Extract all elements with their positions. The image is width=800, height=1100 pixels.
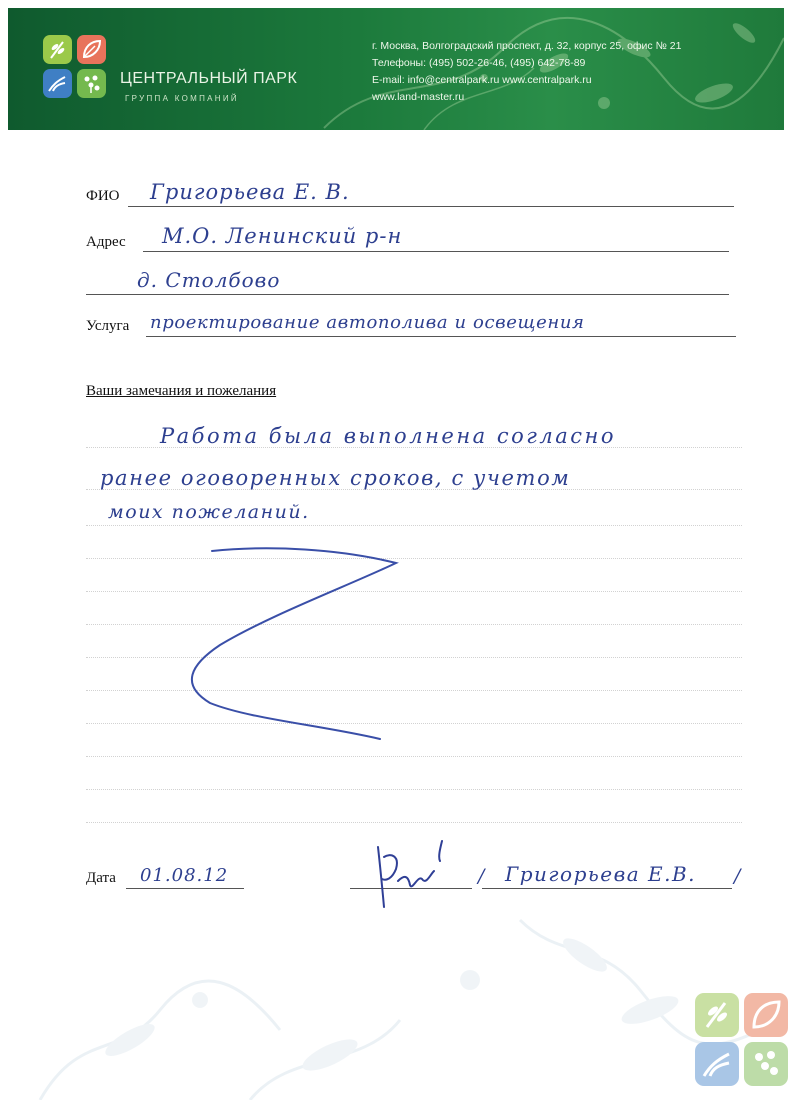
comment-line-2[interactable]: ранее оговоренных сроков, с учетом (100, 466, 571, 490)
comment-ruled-line (86, 822, 742, 823)
corner-logo (695, 993, 791, 1089)
comments-title: Ваши замечания и пожелания (86, 383, 277, 399)
leaf-sprig-icon (695, 993, 739, 1037)
fio-label: ФИО (86, 188, 120, 204)
date-value[interactable]: 01.08.12 (140, 865, 229, 886)
company-address: г. Москва, Волгоградский проспект, д. 32, корпус 25, офис № 21 (372, 40, 682, 52)
grass-icon (695, 1042, 739, 1086)
comment-line-1[interactable]: Работа была выполнена согласно (160, 424, 617, 448)
company-subtitle: ГРУППА КОМПАНИЙ (125, 94, 239, 103)
company-name: ЦЕНТРАЛЬНЫЙ ПАРК (120, 70, 298, 87)
service-underline (146, 336, 736, 337)
address-underline-2 (86, 294, 729, 295)
company-logo (43, 35, 107, 99)
company-email: E-mail: info@centralpark.ru www.centralpark.ru (372, 74, 592, 86)
floral-watermark (0, 860, 800, 1100)
date-label: Дата (86, 870, 116, 886)
contact-block (372, 38, 681, 106)
leaf-icon (77, 35, 106, 64)
fio-underline (128, 206, 734, 207)
name-value[interactable]: Григорьева Е.В. (505, 862, 697, 886)
address-underline (143, 251, 729, 252)
berries-icon (744, 1042, 788, 1086)
address-value-line2[interactable]: д. Столбово (137, 268, 281, 292)
fio-value[interactable]: Григорьева Е. В. (150, 180, 350, 204)
company-site: www.land-master.ru (372, 91, 465, 103)
address-value-line1[interactable]: М.О. Ленинский р-н (162, 224, 403, 248)
name-sep-right: / (734, 865, 741, 887)
comment-ruled-line (86, 756, 742, 757)
comment-ruled-line (86, 789, 742, 790)
service-label: Услуга (86, 318, 130, 334)
company-phones: Телефоны: (495) 502-26-46, (495) 642-78-89 (372, 57, 586, 69)
address-label: Адрес (86, 234, 126, 250)
leaf-sprig-icon (43, 35, 72, 64)
comment-ruled-line (86, 525, 742, 526)
header-banner (8, 8, 784, 130)
berries-icon (77, 69, 106, 98)
service-value[interactable]: проектирование автополива и освещения (150, 312, 585, 333)
name-sep-left: / (478, 865, 485, 887)
grass-icon (43, 69, 72, 98)
leaf-icon (744, 993, 788, 1037)
cross-out-stroke (150, 535, 410, 745)
comment-line-3[interactable]: моих пожеланий. (108, 501, 310, 523)
